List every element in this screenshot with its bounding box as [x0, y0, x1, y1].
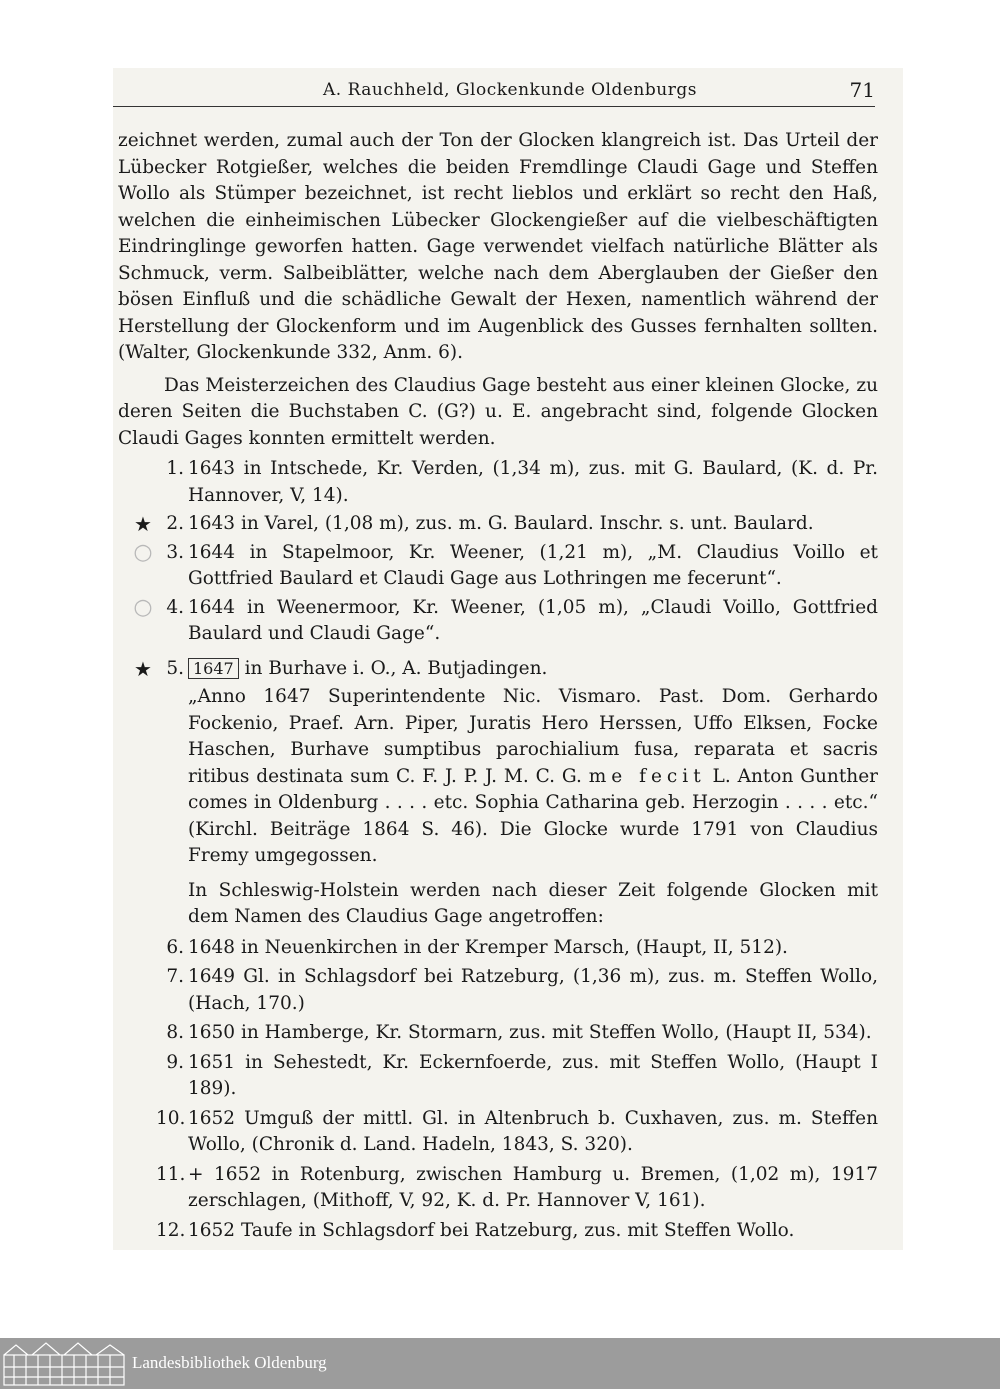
list-item [118, 1050, 878, 1103]
item-number: 7. [166, 966, 184, 987]
item-text: 1648 in Neuenkirchen in der Kremper Marsch, (Haupt, II, 512). [188, 936, 788, 958]
list-item [118, 656, 878, 931]
list-item [118, 540, 878, 593]
circle-marker-icon: ○ [133, 594, 153, 620]
item-number: 2. [166, 513, 184, 534]
item-number: 12. [156, 1219, 186, 1241]
item-text: + 1652 in Rotenburg, zwischen Hamburg u. Bremen, (1,02 m), 1917 zerschlagen, (Mithoff, V, 92, K. d. Pr. Hannover V, 161). [188, 1163, 878, 1211]
paragraph: Das Meisterzeichen des Claudius Gage besteht aus einer kleinen Glocke, zu deren Seiten die Buchstaben C. (G?) u. E. angebracht sind, folgende Glocken Claudi Gages konnten ermittelt werden. [118, 374, 878, 449]
item-text: 1649 Gl. in Schlagsdorf bei Ratzeburg, (1,36 m), zus. m. Steffen Wollo, (Hach, 170.) [188, 966, 878, 1014]
library-footer-bar [0, 1338, 1000, 1389]
footer-label: Landesbibliothek Oldenburg [132, 1353, 327, 1372]
item-text: 1643 in Intschede, Kr. Verden, (1,34 m), zus. mit G. Baulard, (K. d. Pr. Hannover, V, 14). [188, 458, 878, 506]
bell-list-oldenburg [118, 456, 878, 931]
paragraph: In Schleswig-Holstein werden nach dieser Zeit folgende Glocken mit dem Namen des Claudius Gage angetroffen: [188, 879, 878, 927]
page-number: 71 [849, 78, 875, 102]
item-text: 1644 in Stapelmoor, Kr. Weener, (1,21 m), „M. Claudius Voillo et Gottfried Baulard et Claudi Gage aus Lothringen me fecerunt“. [188, 541, 878, 589]
list-item [118, 456, 878, 509]
item-number: 10. [156, 1107, 186, 1129]
list-item [118, 595, 878, 648]
item-text: in Burhave i. O., A. Butjadingen. [244, 657, 548, 679]
item-text: 1651 in Sehestedt, Kr. Eckernfoerde, zus. mit Steffen Wollo, (Haupt I 189). [188, 1051, 878, 1099]
list-item [118, 964, 878, 1017]
list-item [118, 1106, 878, 1159]
boxed-year: 1647 [188, 658, 239, 679]
item-text: 1644 in Weenermoor, Kr. Weener, (1,05 m), „Claudi Voillo, Gottfried Baulard und Claudi Gage“. [188, 596, 878, 644]
running-header [113, 78, 875, 108]
item-number: 5. [166, 657, 184, 679]
list-item [118, 1162, 878, 1215]
library-building-icon [2, 1341, 126, 1387]
header-rule [113, 106, 875, 107]
body-text [118, 128, 878, 1247]
circle-marker-icon: ○ [133, 539, 153, 565]
running-title: A. Rauchheld, Glockenkunde Oldenburgs [323, 80, 697, 100]
list-item [118, 1218, 878, 1245]
quote-spaced: me fecit [588, 765, 706, 787]
star-marker-icon: ★ [134, 512, 152, 536]
item-number: 8. [166, 1022, 184, 1043]
paragraph: zeichnet werden, zumal auch der Ton der Glocken klangreich ist. Das Urteil der Lübecker Rotgießer, welches die beiden Fremdlinge Claudi Gage und Steffen Wollo als Stümper bezeichnet, ist recht lieblos und erklärt so recht den Haß, welchen die einheimischen Lübecker Glockengießer auf die vielbeschäftigten Eindringlinge geworfen hatten. Gage verwendet vielfach natürliche Blätter als Schmuck, verm. Salbeiblätter, welche nach dem Aberglauben der Gießer den bösen Einfluß und die schädliche Gewalt der Hexen, namentlich während der Herstellung der Glockenform und im Augenblick des Gusses fernhalten sollten. (Walter, Glockenkunde 332, Anm. 6). [118, 130, 878, 363]
star-marker-icon: ★ [134, 656, 152, 681]
item-text: 1650 in Hamberge, Kr. Stormarn, zus. mit Steffen Wollo, (Haupt II, 534). [188, 1022, 872, 1043]
item-number: 11. [156, 1163, 186, 1185]
item-number: 1. [166, 458, 184, 479]
item-number: 9. [166, 1051, 184, 1073]
item-number: 3. [166, 541, 184, 563]
list-item [118, 935, 878, 962]
item-number: 6. [166, 936, 184, 958]
item-text: 1652 Taufe in Schlagsdorf bei Ratzeburg, zus. mit Steffen Wollo. [188, 1219, 795, 1241]
list-item [118, 1020, 878, 1047]
bell-list-schleswig [118, 935, 878, 1245]
list-item [118, 511, 878, 538]
quote-part: L. Anton Gunther comes in Oldenburg . . . . etc. Sophia Catharina geb. Herzogin . . . . etc.“ (Kirchl. Beiträge 1864 S. 46). Die Glocke wurde 1791 von Claudius Fremy umgegossen. [188, 765, 878, 866]
item-text: 1652 Umguß der mittl. Gl. in Altenbruch b. Cuxhaven, zus. m. Steffen Wollo, (Chronik d. Land. Hadeln, 1843, S. 320). [188, 1107, 878, 1155]
quote-part: „Anno 1647 Superintendente Nic. Vismaro. Past. Dom. Gerhardo Fockenio, Praef. Arn. Piper, Juratis Hero Herssen, Uffo Elksen, Focke Haschen, Burhave sumptibus parochialium fusa, reparata et sacris ritibus destinata sum C. F. J. P. J. M. C. G. [188, 686, 878, 787]
inscription-quote [188, 684, 878, 870]
item-text: 1643 in Varel, (1,08 m), zus. m. G. Baulard. Inschr. s. unt. Baulard. [188, 513, 814, 534]
item-number: 4. [166, 596, 184, 618]
